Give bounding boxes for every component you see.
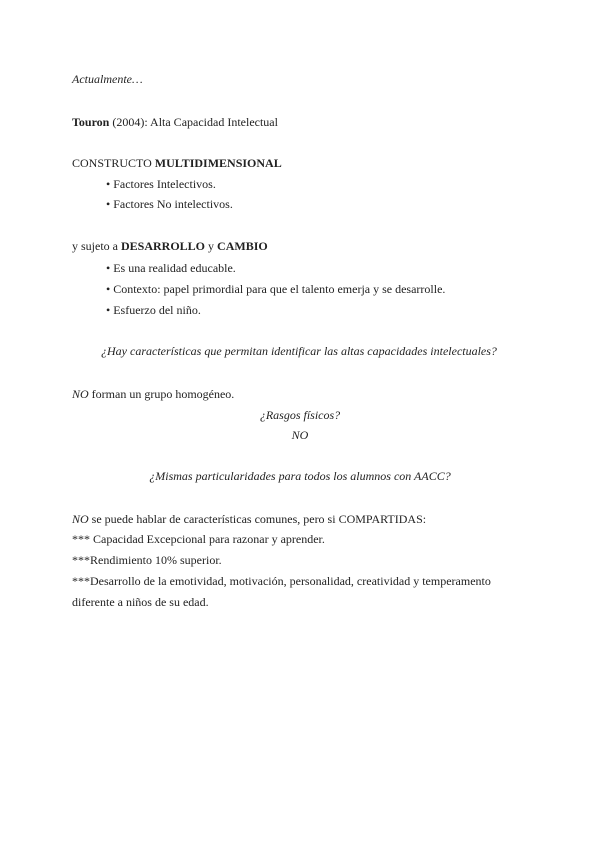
- question-identificar: ¿Hay características que permitan identificar las altas capacidades intelectuales?: [101, 344, 497, 358]
- touron-rest: (2004): Alta Capacidad Intelectual: [109, 115, 278, 129]
- list-item: diferente a niños de su edad.: [72, 595, 209, 609]
- homogeneo-no: NO: [72, 387, 89, 401]
- desarrollo-bold-2: CAMBIO: [217, 239, 268, 253]
- intro-text: Actualmente…: [72, 72, 143, 86]
- constructo-heading: [72, 156, 282, 170]
- compartidas-rest: se puede hablar de características comunes, pero si COMPARTIDAS:: [88, 512, 427, 526]
- list-item: • Factores No intelectivos.: [106, 197, 233, 211]
- list-item: • Esfuerzo del niño.: [106, 303, 201, 317]
- list-item: • Contexto: papel primordial para que el talento emerja y se desarrolle.: [106, 282, 446, 296]
- rasgos-answer: NO: [291, 428, 309, 442]
- homogeneo-line: [72, 387, 234, 401]
- compartidas-line: [72, 512, 426, 526]
- touron-line: [72, 115, 278, 129]
- desarrollo-heading: [72, 239, 268, 253]
- constructo-bold: MULTIDIMENSIONAL: [154, 156, 282, 170]
- list-item: *** Capacidad Excepcional para razonar y aprender.: [72, 532, 325, 546]
- compartidas-no: NO: [72, 512, 89, 526]
- list-item: • Factores Intelectivos.: [106, 177, 216, 191]
- list-item: ***Desarrollo de la emotividad, motivación, personalidad, creatividad y temperamento: [72, 574, 491, 588]
- desarrollo-text-2: y: [205, 239, 218, 253]
- constructo-prefix: CONSTRUCTO: [72, 156, 155, 170]
- desarrollo-text-1: y sujeto a: [72, 239, 121, 253]
- list-item: ***Rendimiento 10% superior.: [72, 553, 222, 567]
- rasgos-question: ¿Rasgos físicos?: [259, 408, 341, 422]
- homogeneo-rest: forman un grupo homogéneo.: [88, 387, 235, 401]
- desarrollo-bold-1: DESARROLLO: [121, 239, 206, 253]
- question-particularidades: ¿Mismas particularidades para todos los alumnos con AACC?: [149, 469, 451, 483]
- list-item: • Es una realidad educable.: [106, 261, 236, 275]
- touron-author: Touron: [72, 115, 110, 129]
